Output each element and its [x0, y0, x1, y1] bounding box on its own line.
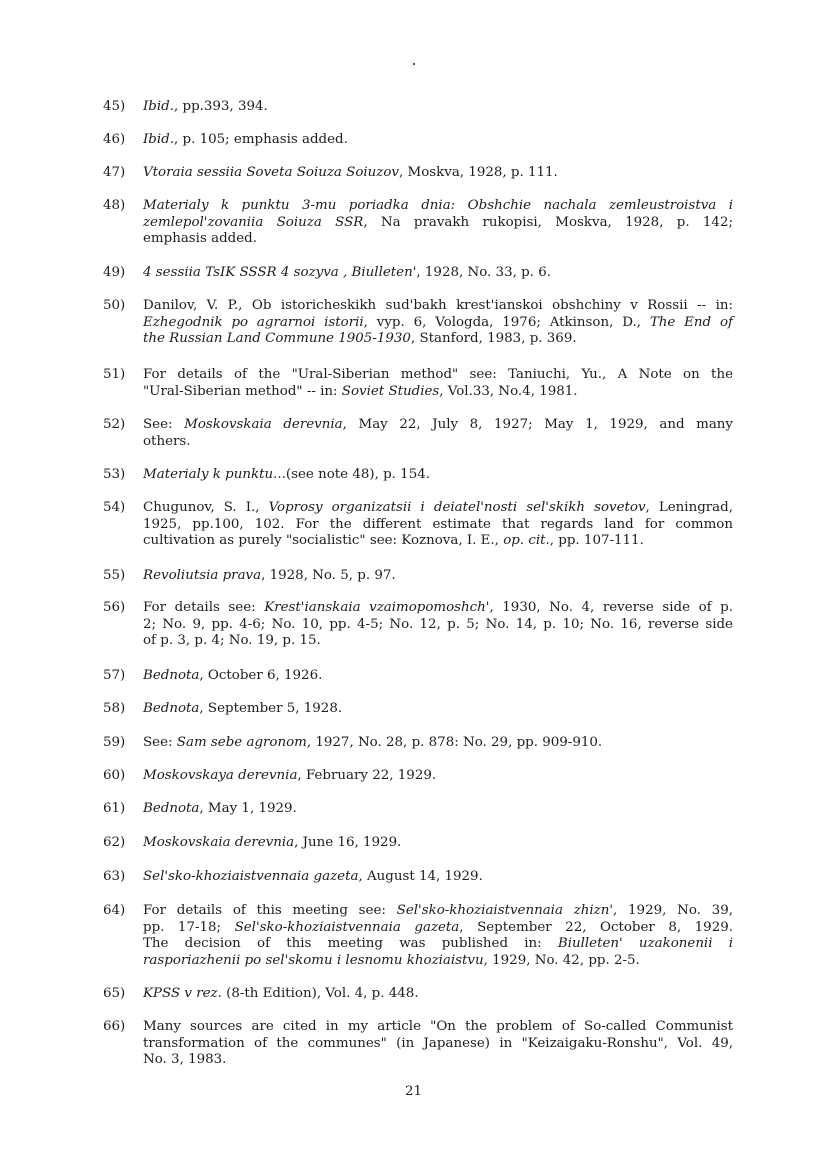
endnote-number: 66): [103, 1019, 126, 1034]
text-run: , pp. 107-111.: [549, 533, 644, 548]
endnote: [103, 417, 733, 450]
text-run: emphasis added.: [143, 231, 257, 246]
text-run: ...(see note 48), p. 154.: [273, 467, 430, 482]
endnote: [103, 467, 733, 484]
endnote-number: 48): [103, 198, 126, 213]
endnote: [103, 99, 733, 116]
endnote: [103, 265, 733, 282]
text-run: , May 1, 1929.: [199, 801, 297, 816]
italic-title: zemlepol'zovaniia Soiuza SSR: [143, 214, 364, 230]
text-run: , 1928, No. 33, p. 6.: [416, 265, 551, 280]
endnote-line: [143, 617, 733, 634]
endnote-line: [143, 735, 733, 752]
text-run: For details see:: [143, 600, 265, 615]
endnote-line: [143, 920, 733, 937]
italic-title: The End of: [649, 314, 733, 330]
endnote-line: [143, 417, 733, 434]
endnote-line: [143, 517, 733, 534]
italic-title: Soviet Studies: [341, 383, 440, 399]
endnote-line: [143, 533, 733, 550]
endnote-text: [143, 1019, 733, 1069]
text-run: See:: [143, 417, 185, 432]
endnote-line: [143, 1052, 733, 1069]
endnote-line: [143, 215, 733, 232]
italic-title: op. cit.: [503, 533, 550, 548]
endnote-line: [143, 367, 733, 384]
italic-title: Sel'sko-khoziaistvennaia zhizn': [396, 903, 614, 918]
endnote-line: [143, 198, 733, 215]
endnote: [103, 768, 733, 785]
text-run: 2; No. 9, pp. 4-6; No. 10, pp. 4-5; No. 12, p. 5; No. 14, p. 10; No. 16, reverse side: [143, 616, 733, 632]
endnote: [103, 986, 733, 1003]
endnote-text: [143, 600, 733, 650]
endnote-text: [143, 367, 733, 400]
text-run: , Moskva, 1928, p. 111.: [398, 165, 558, 180]
text-run: Many sources are cited in my article "On the problem of So-called Communist: [143, 1019, 733, 1034]
endnote-line: [143, 165, 733, 182]
endnote-line: [143, 467, 733, 484]
text-run: pp. 17-18;: [143, 919, 235, 935]
endnote-line: [143, 869, 733, 886]
text-run: , June 16, 1929.: [294, 835, 402, 850]
text-run: For details of the "Ural-Siberian method" see: Taniuchi, Yu., A Note on the: [143, 367, 733, 382]
text-run: , Na pravakh rukopisi, Moskva, 1928, p. 142;: [363, 214, 733, 230]
endnote-line: [143, 384, 733, 401]
italic-title: Bednota: [143, 801, 200, 816]
endnote-line: [143, 1019, 733, 1036]
page-number: 21: [404, 1084, 423, 1099]
endnote-text: [143, 298, 733, 348]
endnote-text: [143, 668, 733, 685]
endnote-text: [143, 835, 733, 852]
endnote: [103, 500, 733, 550]
text-run: , vyp. 6, Vologda, 1976; Atkinson, D.,: [363, 314, 650, 330]
endnote-text: [143, 768, 733, 785]
endnote-line: [143, 434, 733, 451]
italic-title: Revoliutsia prava: [143, 568, 262, 583]
endnote-number: 63): [103, 869, 126, 884]
italic-title: 4 sessiia TsIK SSSR 4 sozyva , Biulleten': [143, 265, 417, 280]
text-run: , Vol.33, No.4, 1981.: [439, 383, 578, 399]
endnote: [103, 903, 733, 969]
text-run: , 1927, No. 28, p. 878: No. 29, pp. 909-910.: [306, 735, 603, 750]
endnote-number: 59): [103, 735, 126, 750]
text-run: , Stanford, 1983, p. 369.: [410, 331, 577, 346]
text-run: , February 22, 1929.: [297, 768, 437, 783]
italic-title: Ezhegodnik po agrarnoi istorii: [143, 314, 364, 330]
text-run: , October 6, 1926.: [199, 668, 323, 683]
endnote-line: [143, 600, 733, 617]
text-run: transformation of the communes" (in Japanese) in "Keizaigaku-Ronshu", Vol. 49,: [143, 1035, 733, 1051]
endnote-text: [143, 265, 733, 282]
endnote-text: [143, 417, 733, 450]
text-run: , 1929, No. 39,: [613, 903, 733, 918]
text-run: "Ural-Siberian method" -- in:: [143, 383, 342, 399]
italic-title: Ibid.: [143, 132, 174, 147]
endnote-text: [143, 132, 733, 149]
endnote-text: [143, 198, 733, 248]
endnote-line: [143, 668, 733, 685]
endnote-text: [143, 467, 733, 484]
text-run: For details of this meeting see:: [143, 903, 397, 918]
endnote-number: 55): [103, 568, 126, 583]
italic-title: Moskovskaia derevnia: [143, 835, 295, 850]
endnote-line: [143, 315, 733, 332]
endnote-text: [143, 869, 733, 886]
text-run: The decision of this meeting was published in:: [143, 936, 558, 951]
endnote-text: [143, 500, 733, 550]
text-run: , pp.393, 394.: [173, 99, 268, 114]
endnote: [103, 869, 733, 886]
endnote: [103, 568, 733, 585]
endnote-line: [143, 801, 733, 818]
endnote-line: [143, 265, 733, 282]
endnote-line: [143, 1036, 733, 1053]
endnote-number: 54): [103, 500, 126, 515]
endnote-line: [143, 231, 733, 248]
italic-title: Sel'sko-khoziaistvennaia gazeta: [234, 919, 460, 935]
italic-title: Krest'ianskaia vzaimopomoshch': [264, 600, 490, 615]
italic-title: Bednota: [143, 701, 200, 716]
endnote-number: 62): [103, 835, 126, 850]
text-run: , September 5, 1928.: [199, 701, 343, 716]
text-run: , May 22, July 8, 1927; May 1, 1929, and many: [342, 417, 734, 432]
endnote: [103, 600, 733, 650]
italic-title: Moskovskaya derevnia: [143, 768, 298, 783]
endnote-text: [143, 735, 733, 752]
endnote: [103, 701, 733, 718]
endnote-number: 57): [103, 668, 126, 683]
endnote-text: [143, 986, 733, 1003]
endnote: [103, 298, 733, 348]
endnote-line: [143, 903, 733, 920]
italic-title: Moskovskaia derevnia: [184, 417, 343, 432]
endnote-number: 46): [103, 132, 126, 147]
text-run: Chugunov, S. I.,: [143, 500, 269, 515]
endnote-text: [143, 801, 733, 818]
endnote-line: [143, 99, 733, 116]
italic-title: Bednota: [143, 668, 200, 683]
endnote: [103, 668, 733, 685]
endnote: [103, 801, 733, 818]
endnote: [103, 132, 733, 149]
endnote-line: [143, 331, 733, 348]
endnote-number: 65): [103, 986, 126, 1001]
text-run: , 1928, No. 5, p. 97.: [261, 568, 396, 583]
endnote-text: [143, 903, 733, 969]
italic-title: KPSS v rez.: [143, 986, 222, 1001]
endnote: [103, 835, 733, 852]
scan-speck: [413, 63, 415, 65]
endnote-line: [143, 768, 733, 785]
endnote-line: [143, 936, 733, 953]
text-run: , Leningrad,: [645, 500, 733, 515]
text-run: 1925, pp.100, 102. For the different estimate that regards land for common: [143, 516, 733, 532]
endnote-number: 51): [103, 367, 126, 382]
endnote-number: 64): [103, 903, 126, 918]
italic-title: rasporiazhenii po sel'skomu i lesnomu khoziaistvu: [143, 952, 484, 968]
endnote-line: [143, 701, 733, 718]
italic-title: Vtoraia sessiia Soveta Soiuza Soiuzov: [143, 165, 399, 180]
endnote: [103, 198, 733, 248]
endnote-number: 58): [103, 701, 126, 716]
endnote-text: [143, 568, 733, 585]
endnote: [103, 1019, 733, 1069]
text-run: cultivation as purely "socialistic" see: Koznova, I. E.,: [143, 533, 504, 548]
endnote: [103, 165, 733, 182]
italic-title: Sel'sko-khoziaistvennaia gazeta: [143, 869, 359, 884]
text-run: of p. 3, p. 4; No. 19, p. 15.: [143, 633, 321, 648]
endnote-line: [143, 986, 733, 1003]
text-run: , p. 105; emphasis added.: [173, 132, 348, 147]
endnote-text: [143, 701, 733, 718]
endnote-number: 60): [103, 768, 126, 783]
endnote-number: 50): [103, 298, 126, 313]
endnote-number: 61): [103, 801, 126, 816]
endnote-number: 53): [103, 467, 126, 482]
endnote-text: [143, 165, 733, 182]
text-run: , August 14, 1929.: [358, 869, 483, 884]
endnote-line: [143, 633, 733, 650]
text-run: Danilov, V. P., Ob istoricheskikh sud'bakh krest'ianskoi obshchiny v Rossii -- in:: [143, 298, 733, 313]
endnote-number: 52): [103, 417, 126, 432]
endnote-text: [143, 99, 733, 116]
endnote-number: 47): [103, 165, 126, 180]
text-run: others.: [143, 433, 191, 449]
endnote-line: [143, 568, 733, 585]
italic-title: Sam sebe agronom: [176, 735, 307, 750]
text-run: , 1929, No. 42, pp. 2-5.: [483, 952, 640, 968]
endnote-line: [143, 132, 733, 149]
endnote-line: [143, 835, 733, 852]
endnote-line: [143, 298, 733, 315]
endnote-line: [143, 500, 733, 517]
text-run: See:: [143, 735, 177, 750]
italic-title: Ibid.: [143, 99, 174, 114]
text-run: (8-th Edition), Vol. 4, p. 448.: [221, 986, 419, 1001]
endnote-number: 49): [103, 265, 126, 280]
italic-title: Voprosy organizatsii i deiatel'nosti sel'skikh sovetov: [268, 500, 646, 515]
endnote-line: [143, 953, 733, 970]
italic-title: Materialy k punktu: [143, 467, 274, 482]
text-run: , September 22, October 8, 1929.: [459, 919, 733, 935]
text-run: , 1930, No. 4, reverse side of p.: [489, 600, 733, 615]
italic-title: Materialy k punktu 3-mu poriadka dnia: Obshchie nachala zemleustroistva i: [143, 198, 733, 213]
endnote: [103, 735, 733, 752]
endnote-number: 45): [103, 99, 126, 114]
italic-title: Biulleten' uzakonenii i: [557, 936, 733, 951]
italic-title: the Russian Land Commune 1905-1930: [143, 331, 411, 346]
endnote: [103, 367, 733, 400]
endnote-number: 56): [103, 600, 126, 615]
text-run: No. 3, 1983.: [143, 1052, 227, 1067]
